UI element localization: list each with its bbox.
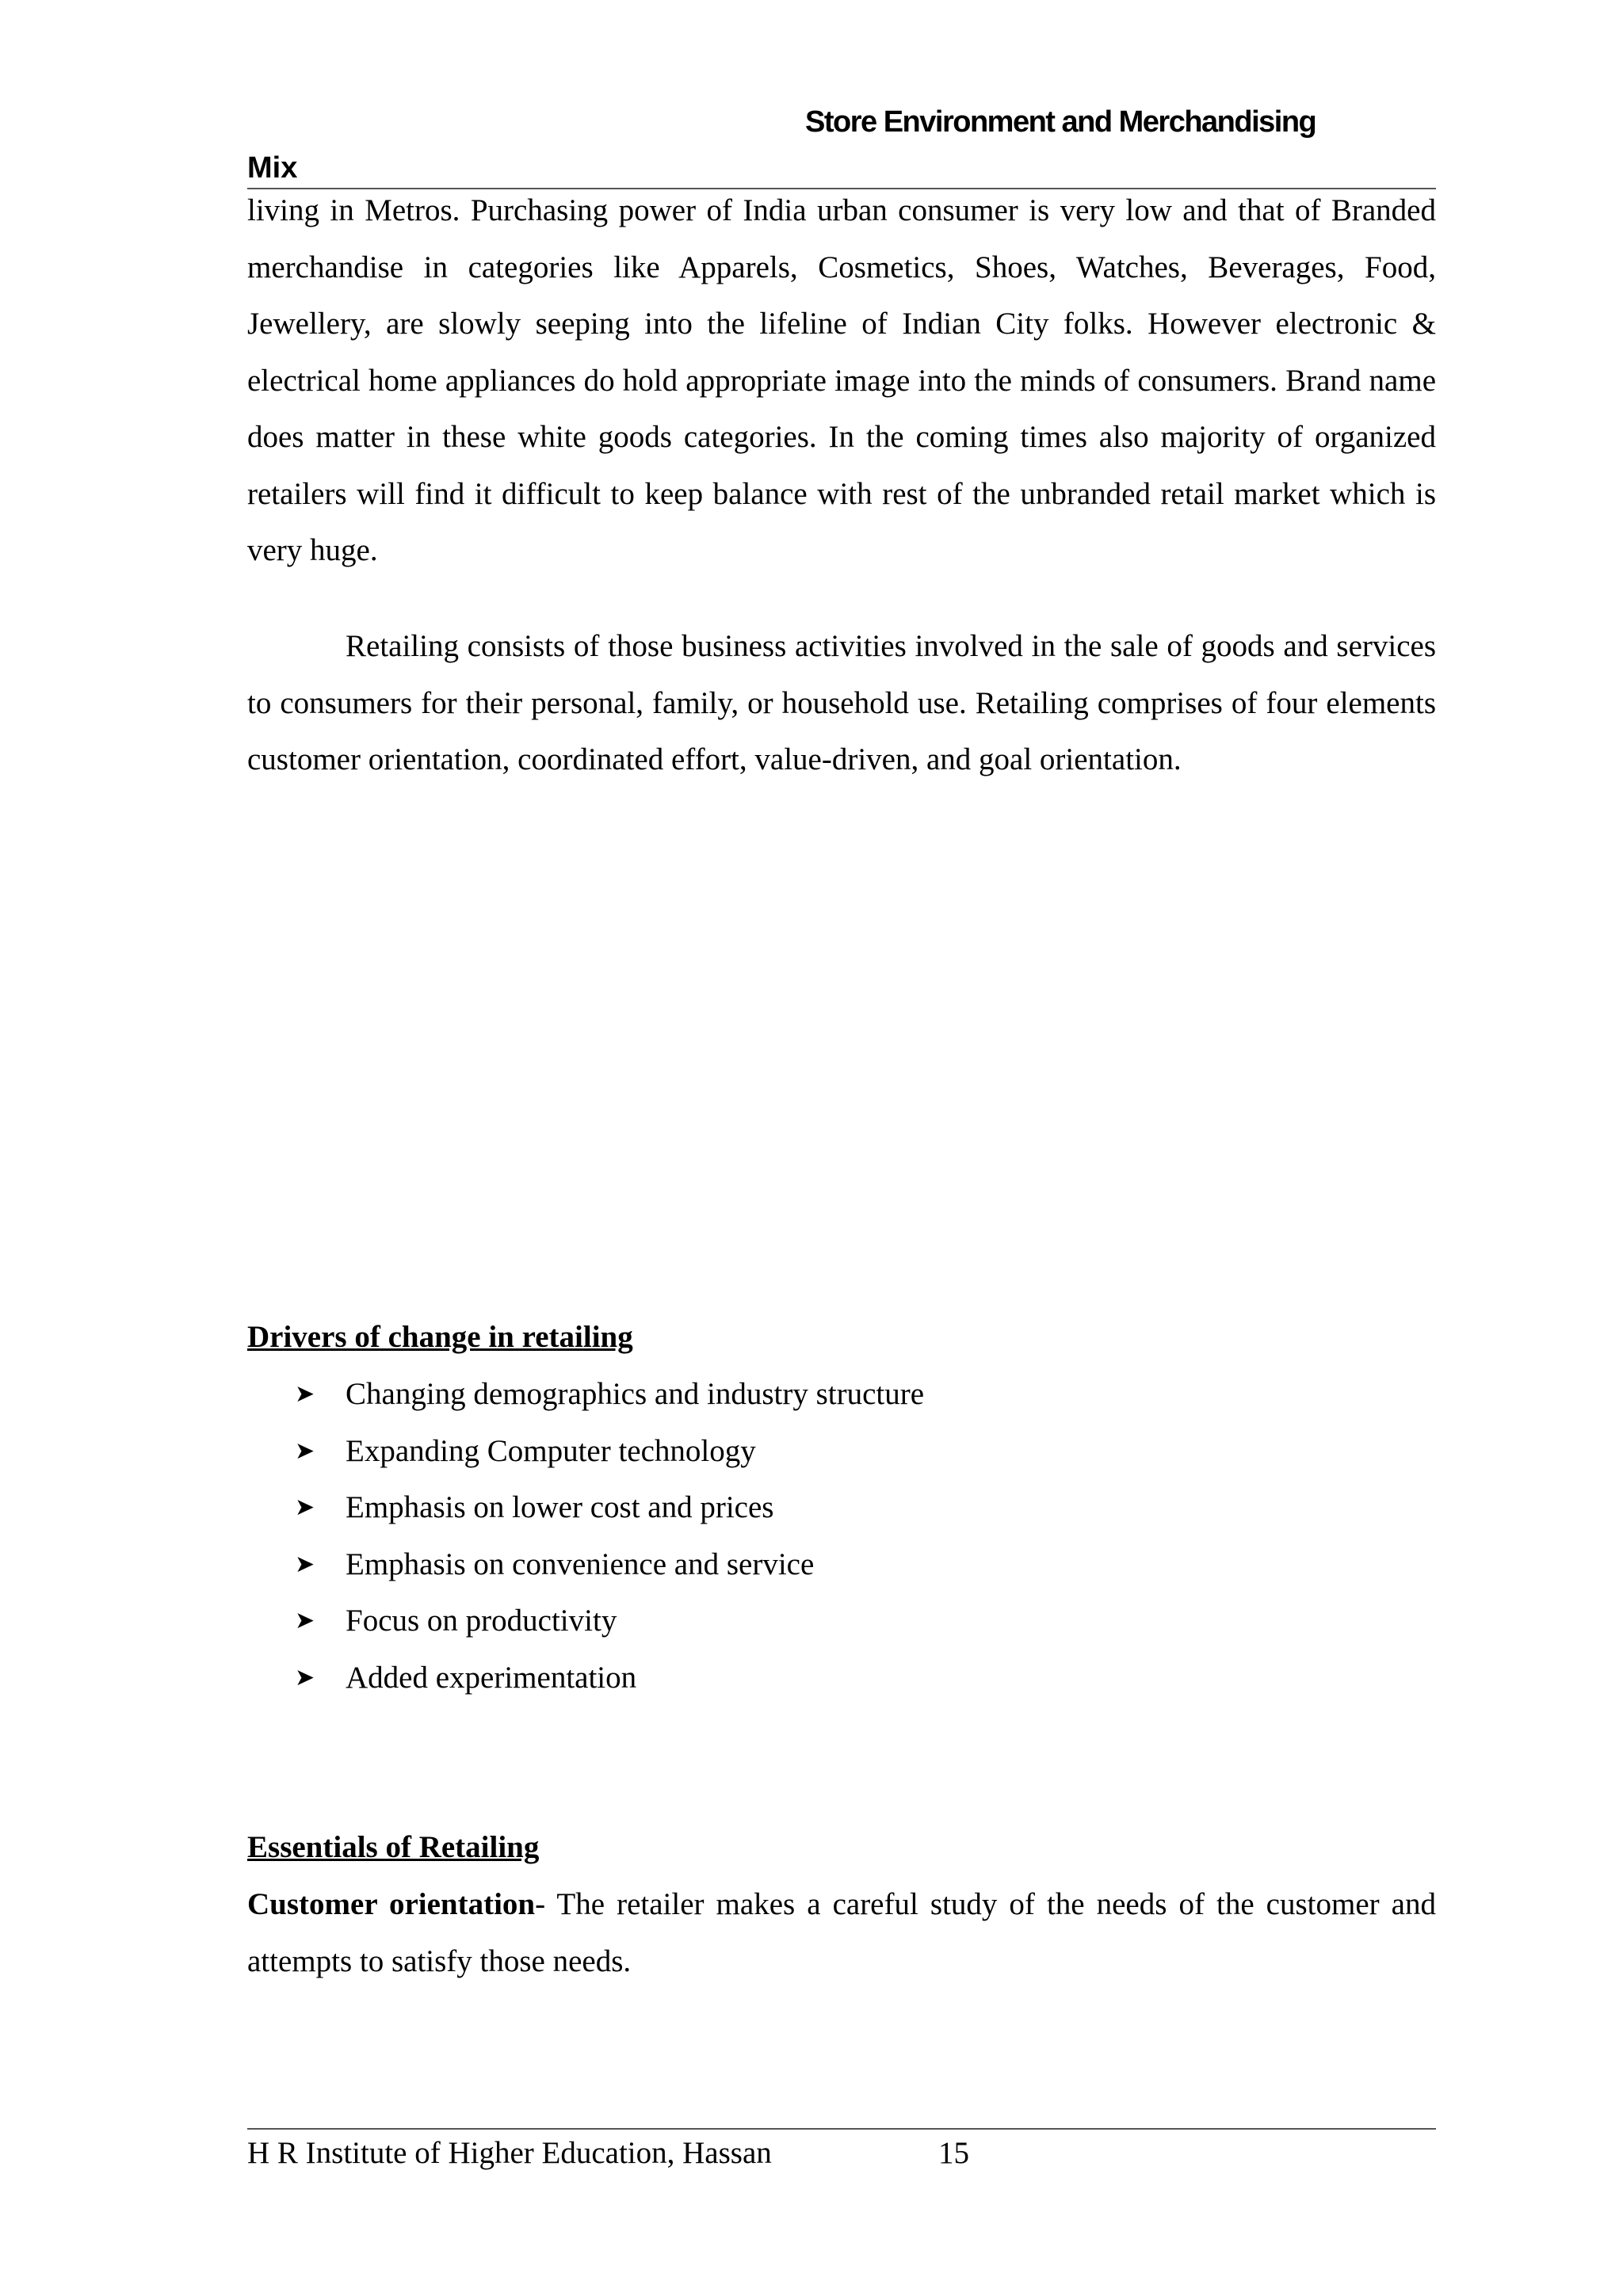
arrow-bullet-icon: ➤ [295,1493,315,1521]
list-item [295,1423,924,1480]
running-header-title: Store Environment and Merchandising [805,105,1316,139]
paragraph-retailing-definition: Retailing consists of those business activities involved in the sale of goods and services to consumers for their personal, family, or household use. Retailing comprises of four elements customer orientation, coordinated effort, value-driven, and goal orientation. [247,629,1436,776]
arrow-bullet-icon: ➤ [295,1550,315,1578]
list-item-text: Focus on productivity [346,1604,617,1638]
arrow-bullet-icon: ➤ [295,1380,315,1408]
list-item-text: Changing demographics and industry structure [346,1377,925,1411]
paragraph-customer-orientation [247,1876,1436,1989]
list-item-text: Expanding Computer technology [346,1433,756,1468]
page-number: 15 [938,2136,969,2170]
term-customer-orientation: Customer orientation [247,1887,536,1921]
drivers-list [295,1366,924,1706]
heading-drivers-of-change: Drivers of change in retailing [247,1320,633,1354]
list-item [295,1536,924,1593]
footer-institute-name: H R Institute of Higher Education, Hassan [247,2136,772,2170]
arrow-bullet-icon: ➤ [295,1607,315,1634]
definition-customer-orientation: - The retailer makes a careful study of the needs of the customer and attempts to satisfy those needs. [247,1887,1436,1978]
heading-essentials-of-retailing: Essentials of Retailing [247,1830,540,1864]
running-header-continuation: Mix [247,151,298,185]
arrow-bullet-icon: ➤ [295,1663,315,1691]
list-item-text: Emphasis on convenience and service [346,1547,815,1581]
list-item [295,1650,924,1707]
arrow-bullet-icon: ➤ [295,1436,315,1465]
list-item [295,1366,924,1423]
list-item [295,1592,924,1650]
list-item-text: Added experimentation [346,1660,637,1695]
paragraph-branded-merchandise: living in Metros. Purchasing power of India urban consumer is very low and that of Branded merchandise in categories like Apparels, Cosmetics, Shoes, Watches, Beverages, Food, Jewellery, are slowly seeping into the lifeline of Indian City folks. However electronic & electrical home appliances do hold appropriate image into the minds of consumers. Brand name does matter in these white goods categories. In the coming times also majority of organized retailers will find it difficult to keep balance with rest of the unbranded retail market which is very huge. [247,193,1436,567]
list-item-text: Emphasis on lower cost and prices [346,1490,774,1524]
list-item [295,1479,924,1536]
